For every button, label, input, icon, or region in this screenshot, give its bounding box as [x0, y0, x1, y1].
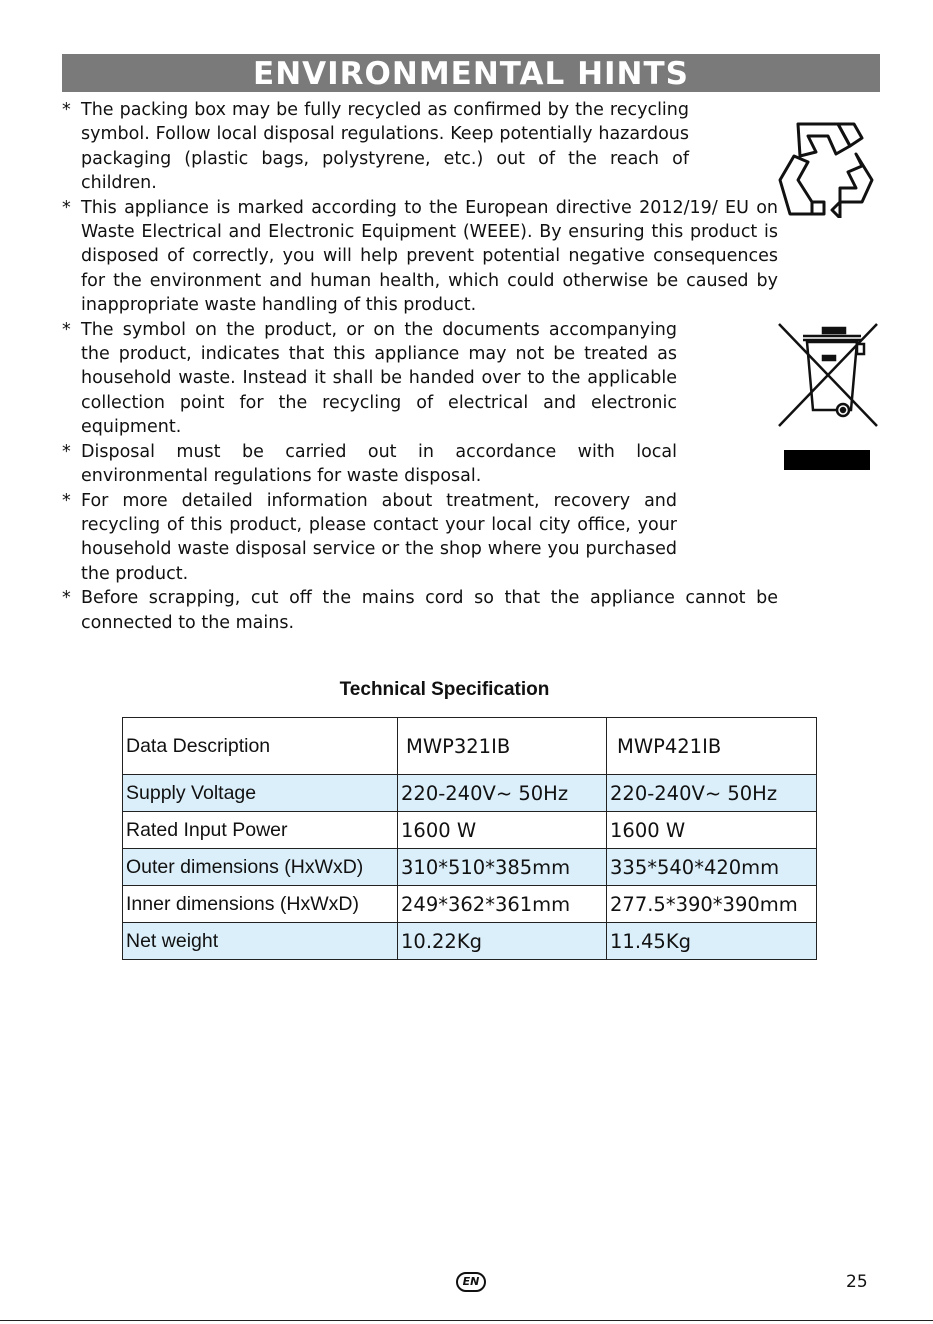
table-row [123, 923, 817, 960]
table-cell: 220-240V~ 50Hz [607, 775, 817, 812]
bottom-divider [0, 1320, 933, 1321]
table-cell: Inner dimensions (HxWxD) [123, 886, 398, 923]
table-cell: 10.22Kg [398, 923, 607, 960]
table-cell: Outer dimensions (HxWxD) [123, 849, 398, 886]
bullet-asterisk: * [62, 100, 71, 120]
table-cell: 11.45Kg [607, 923, 817, 960]
hint-item [0, 586, 778, 635]
bullet-asterisk: * [62, 441, 71, 462]
table-cell: 277.5*390*390mm [607, 886, 817, 923]
hint-text: Before scrapping, cut off the mains cord so that the appliance cannot be connected to the mains. [81, 588, 778, 633]
table-cell: 335*540*420mm [607, 849, 817, 886]
table-row [123, 849, 817, 886]
hint-text: The packing box may be fully recycled as confirmed by the recycling symbol. Follow local disposal regulations. Keep potentially hazardous packaging (plastic bags, polystyrene, etc.) out of the reach of children. [81, 100, 689, 194]
language-badge: EN [456, 1272, 486, 1292]
hint-text: This appliance is marked according to the European directive 2012/19/ EU on Waste Electrical and Electronic Equipment (WEEE). By ensuring this product is disposed of correctly, you will help prevent potential negative consequences for the environment and human health, which could otherwise be caused by inappropriate waste handling of this product. [81, 197, 778, 316]
hint-text: The symbol on the product, or on the documents accompanying the product, indicates that this appliance may not be treated as household waste. Instead it shall be handed over to the applicable collection point for the recycling of electrical and electronic equipment. [81, 319, 677, 438]
crossed-out-wheelie-bin-icon [775, 322, 881, 428]
bullet-asterisk: * [62, 588, 71, 609]
table-cell: 220-240V~ 50Hz [398, 775, 607, 812]
hint-item [0, 98, 689, 196]
table-cell: Supply Voltage [123, 775, 398, 812]
table-cell: 249*362*361mm [398, 886, 607, 923]
bullet-asterisk: * [62, 197, 71, 218]
table-row [123, 812, 817, 849]
table-header-row [123, 718, 817, 775]
page-heading: ENVIRONMENTAL HINTS [62, 54, 880, 92]
technical-specification-table [122, 717, 817, 960]
table-cell: Net weight [123, 923, 398, 960]
hint-item [0, 440, 677, 489]
header-cell: MWP421IB [607, 718, 817, 775]
hint-item [0, 489, 677, 587]
spec-table-title: Technical Specification [339, 679, 550, 700]
hint-item [0, 318, 677, 440]
table-cell: 310*510*385mm [398, 849, 607, 886]
hint-text: For more detailed information about treatment, recovery and recycling of this product, please contact your local city office, your household waste disposal service or the shop where you purchased the product. [81, 490, 677, 584]
hint-text: Disposal must be carried out in accordance with local environmental regulations for waste disposal. [81, 441, 677, 487]
table-row [123, 886, 817, 923]
hint-item [0, 196, 778, 318]
table-cell: 1600 W [607, 812, 817, 849]
table-cell: 1600 W [398, 812, 607, 849]
header-cell: Data Description [123, 718, 398, 775]
page-number: 25 [846, 1272, 868, 1292]
header-cell: MWP321IB [398, 718, 607, 775]
table-cell: Rated Input Power [123, 812, 398, 849]
recycling-symbol-icon [776, 122, 876, 218]
bullet-asterisk: * [62, 490, 71, 511]
collection-date-bar [784, 450, 870, 470]
table-row [123, 775, 817, 812]
bullet-asterisk: * [62, 319, 71, 340]
